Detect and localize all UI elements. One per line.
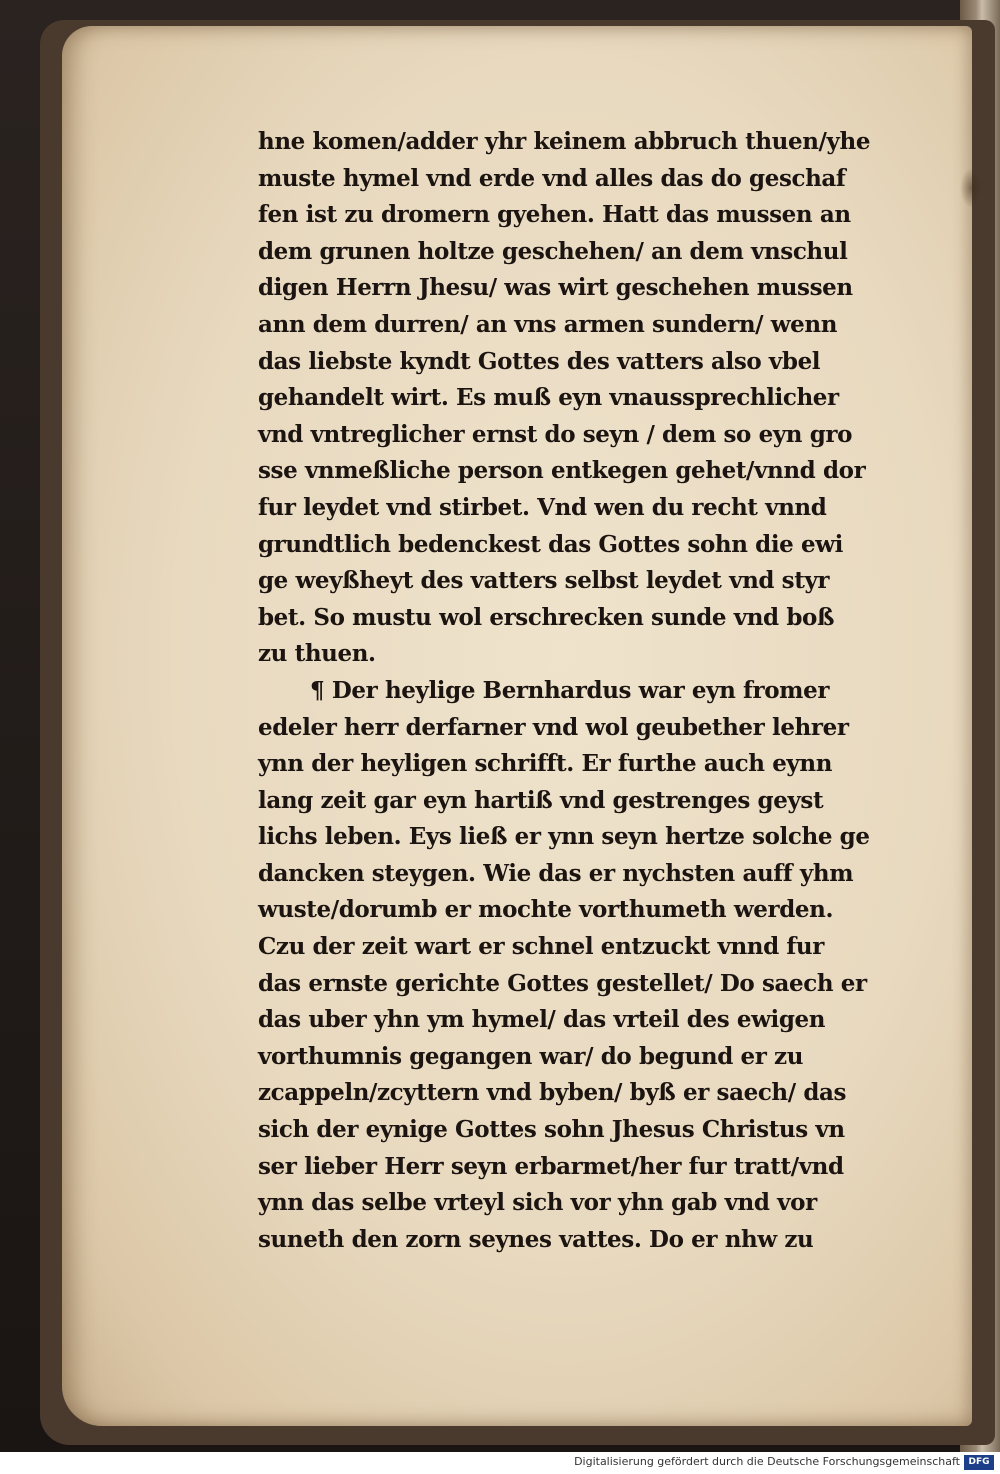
text-line: gehandelt wirt. Es muß eyn vnaussprechlicher [258, 384, 839, 412]
text-line: vorthumnis gegangen war/ do begund er zu [258, 1042, 804, 1070]
text-line: edeler herr derfarner vnd wol geubether lehrer [258, 713, 849, 741]
text-line: sich der eynige Gottes sohn Jhesus Christus vn [258, 1116, 845, 1144]
text-line: ynn das selbe vrteyl sich vor yhn gab vnd vor [258, 1189, 817, 1217]
text-line: das liebste kyndt Gottes des vatters also vbel [258, 347, 821, 375]
text-line: dancken steygen. Wie das er nychsten auff yhm [258, 859, 854, 887]
text-line: wuste/dorumb er mochte vorthumeth werden. [258, 896, 834, 924]
text-line: fur leydet vnd stirbet. Vnd wen du recht vnnd [258, 493, 827, 521]
page-stain [960, 168, 982, 208]
text-line: zcappeln/zcyttern vnd byben/ byß er saech/ das [258, 1079, 847, 1107]
text-line: grundtlich bedenckest das Gottes sohn die ewi [258, 530, 843, 558]
text-line: zu thuen. [258, 640, 376, 668]
text-line: suneth den zorn seynes vattes. Do er nhw zu [258, 1225, 814, 1253]
text-line: sse vnmeßliche person entkegen gehet/vnnd dor [258, 457, 866, 485]
page-text [258, 124, 948, 1258]
text-line: muste hymel vnd erde vnd alles das do geschaf [258, 164, 846, 192]
dfg-logo-icon: DFG [964, 1455, 994, 1470]
text-line: fen ist zu dromern gyehen. Hatt das mussen an [258, 201, 851, 229]
text-line: dem grunen holtze geschehen/ an dem vnschul [258, 237, 848, 265]
text-line: hne komen/adder yhr keinem abbruch thuen/yhe [258, 128, 871, 155]
text-line: vnd vntreglicher ernst do seyn / dem so eyn gro [258, 420, 853, 448]
text-line: ser lieber Herr seyn erbarmet/her fur tratt/vnd [258, 1152, 844, 1180]
text-line: lichs leben. Eys ließ er ynn seyn hertze solche ge [258, 823, 870, 851]
text-line: ge weyßheyt des vatters selbst leydet vnd styr [258, 567, 830, 595]
text-line: digen Herrn Jhesu/ was wirt geschehen mussen [258, 274, 853, 302]
text-line: Czu der zeit wart er schnel entzuckt vnnd fur [258, 933, 824, 961]
funding-credit: Digitalisierung gefördert durch die Deutsche Forschungsgemeinschaft [574, 1455, 960, 1468]
text-line: das uber yhn ym hymel/ das vrteil des ewigen [258, 1006, 826, 1034]
paragraph-start-line: ¶ Der heylige Bernhardus war eyn fromer [310, 676, 830, 704]
text-line: lang zeit gar eyn hartiß vnd gestrenges geyst [258, 786, 824, 814]
text-line: bet. So mustu wol erschrecken sunde vnd boß [258, 603, 835, 631]
footer-bar [0, 1452, 1000, 1474]
text-line: das ernste gerichte Gottes gestellet/ Do saech er [258, 969, 867, 997]
text-line: ynn der heyligen schrifft. Er furthe auch eynn [258, 750, 833, 778]
text-line: ann dem durren/ an vns armen sundern/ wenn [258, 310, 838, 338]
